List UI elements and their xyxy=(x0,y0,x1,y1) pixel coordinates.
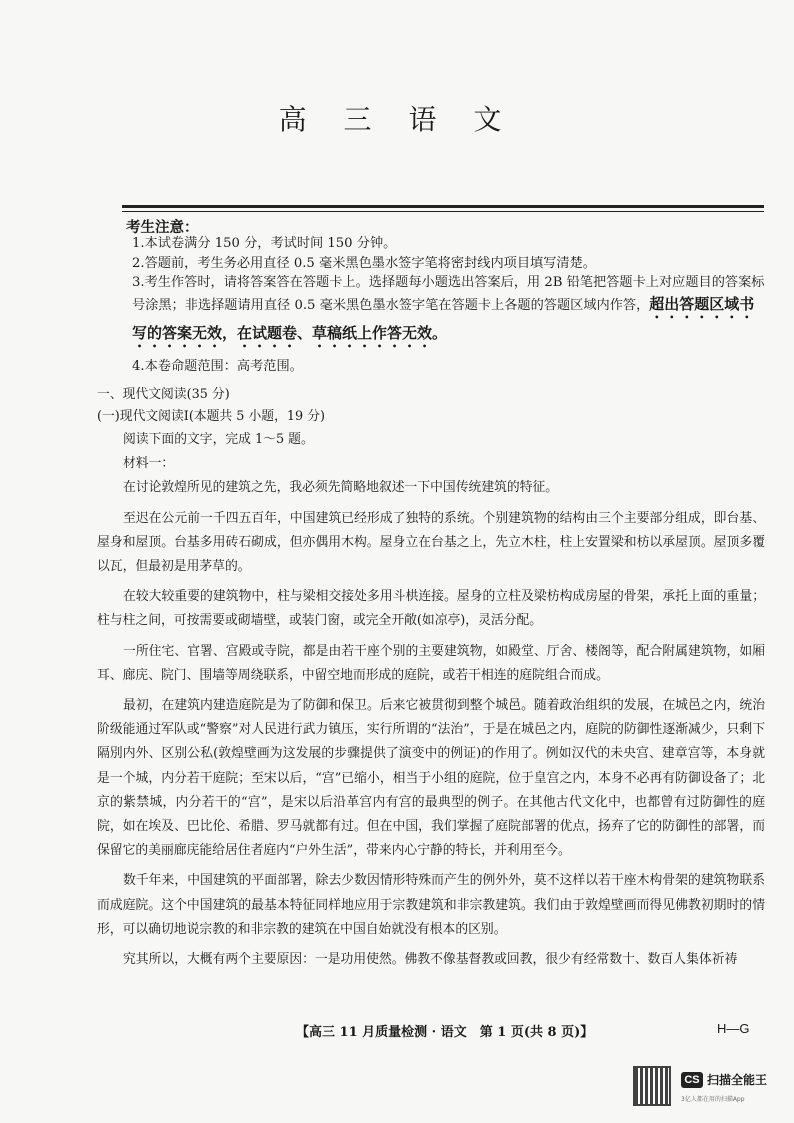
notice-list xyxy=(132,234,766,376)
material-label: 材料一： xyxy=(123,456,175,472)
footer-page-info: 【高三 11 月质量检测 · 语文 第 1 页(共 8 页)】 xyxy=(296,1025,594,1040)
paragraph-2: 至迟在公元前一千四五百年，中国建筑已经形成了独特的系统。个别建筑物的结构由三个主要部分组成，即台基、屋身和屋顶。台基多用砖石砌成，但亦偶用木构。屋身立在台基之上，先立木柱，柱上安置梁和枋以承屋顶。屋顶多覆以瓦，但最初是用茅草的。 xyxy=(97,510,765,575)
notice-item-3 xyxy=(132,273,766,351)
notice-emphasis-text: 超出答题区域书写的答案无效，在试题卷、草稿纸上作答无效。 xyxy=(132,294,755,342)
notice-item-text: 本卷命题范围：高考范围。 xyxy=(144,358,303,374)
notice-item-text: 本试卷满分 150 分，考试时间 150 分钟。 xyxy=(144,236,397,251)
scanner-logo: CS xyxy=(681,1072,703,1088)
notice-item-number: 3. xyxy=(132,275,145,290)
notice-item-text: 考生作答时，请将答案答在答题卡上。选择题每小题选出答案后，用 2B 铅笔把答题卡上对应题目的答案标号涂黑；非选择题请用直径 0.5 毫米黑色墨水签字笔在答题卡上各题的答题区域内作答， xyxy=(132,275,765,313)
paragraph-5: 最初，在建筑内建造庭院是为了防御和保卫。后来它被贯彻到整个城邑。随着政治组织的发展，在城邑之内，统治阶级能通过军队或“警察”对人民进行武力镇压，实行所谓的“法治”，于是在城邑之内，庭院的防御性逐渐减少，只剩下隔別内外、区别公私(敦煌壁画为这发展的步骤提供了演变中的例证)的作用了。例如汉代的未央宫、建章宫等，本身就是一个城，内分若干庭院；至宋以后，“宫”已缩小，相当于小组的庭院，位于皇宫之内，本身不必再有防御设备了；北京的紫禁城，内分若干的“宫”，是宋以后沿革宫内有宫的最典型的例子。在其他古代文化中，也都曾有过防御性的庭院，如在埃及、巴比伦、希腊、罗马就都有过。但在中国，我们掌握了庭院部署的优点，扬弃了它的防御性的部署，而保留它的美丽廊庑能给居住者庭内“户外生活”，带来内心宁静的特长，并利用至今。 xyxy=(97,698,765,859)
scanner-tagline: 3亿人都在用的扫描App xyxy=(681,1096,745,1103)
paragraph-4: 一所住宅、官署、宫殿或寺院，都是由若干座个别的主要建筑物，如殿堂、厅舍、楼阁等，配合附属建筑物，如厢耳、廊庑、院门、围墙等周绕联系，中留空地而形成的庭院，或若干相连的庭院组合而成。 xyxy=(97,643,765,683)
qr-code-icon xyxy=(633,1066,671,1106)
notice-item-4 xyxy=(132,357,766,377)
footer-code: H—G xyxy=(717,1021,750,1036)
header-rule-thin xyxy=(122,211,764,212)
notice-item-text: 答题前，考生务必用直径 0.5 毫米黑色墨水签字笔将密封线内项目填写清楚。 xyxy=(144,255,596,271)
header-rule-thick xyxy=(122,205,764,208)
scanner-brand: 扫描全能王 xyxy=(707,1073,768,1087)
paragraph-7: 究其所以，大概有两个主要原因：一是功用使然。佛教不像基督教或回教，很少有经常数十、数百人集体祈祷 xyxy=(123,952,738,968)
notice-heading: 考生注意： xyxy=(126,219,199,236)
scanner-watermark xyxy=(633,1066,783,1110)
notice-item-1 xyxy=(132,234,766,254)
notice-item-2 xyxy=(132,254,766,274)
page-title: 高 三 语 文 xyxy=(278,103,516,136)
paragraph-3: 在较大较重要的建筑物中，柱与梁相交接处多用斗栱连接。屋身的立柱及梁枋构成房屋的骨架，承托上面的重量；柱与柱之间，可按需要或砌墙壁，或装门窗，或完全开敞(如凉亭)，灵活分配。 xyxy=(97,589,765,629)
paragraph-1: 在讨论敦煌所见的建筑之先，我必须先简略地叙述一下中国传统建筑的特征。 xyxy=(123,480,559,496)
reading-section xyxy=(97,384,765,972)
notice-item-number: 2. xyxy=(132,255,145,271)
instruction: 阅读下面的文字，完成 1～5 题。 xyxy=(123,432,314,447)
notice-item-number: 4. xyxy=(132,358,145,374)
subsection-heading: (一)现代文阅读Ⅰ(本题共 5 小题，19 分) xyxy=(97,409,326,424)
section-heading: 一、现代文阅读(35 分) xyxy=(97,387,230,402)
paragraph-6: 数千年来，中国建筑的平面部署，除去少数因情形特殊而产生的例外外，莫不这样以若干座木构骨架的建筑物联系而成庭院。这个中国建筑的最基本特征同样地应用于宗教建筑和非宗教建筑。我们由于敦煌壁画而得见佛教初期时的情形，可以确切地说宗教的和非宗教的建筑在中国自始就没有根本的区别。 xyxy=(97,873,765,937)
notice-item-number: 1. xyxy=(132,236,145,251)
